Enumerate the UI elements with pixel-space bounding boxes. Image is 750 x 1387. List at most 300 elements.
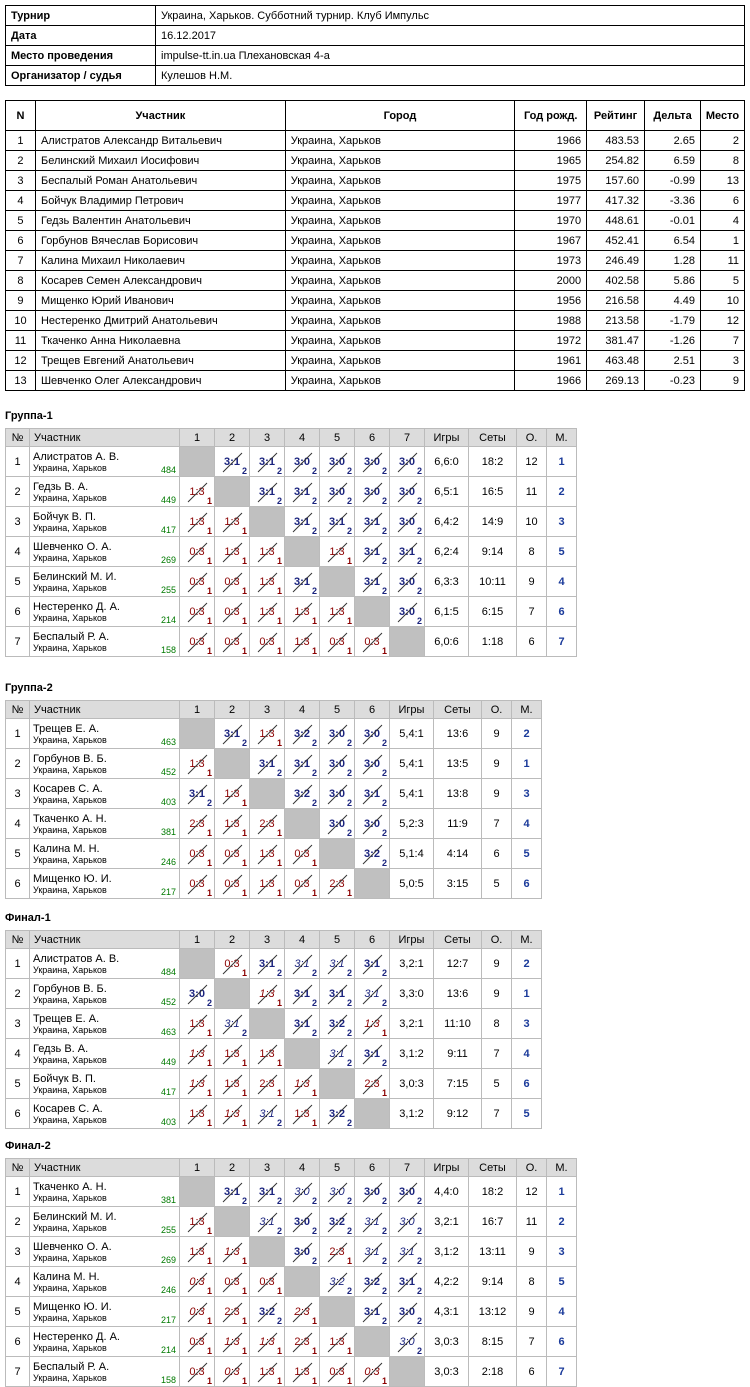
points-total: 8 bbox=[517, 1267, 547, 1297]
match-points: 1 bbox=[206, 1316, 212, 1326]
match-score: 1:3 bbox=[259, 847, 275, 860]
score-cell bbox=[180, 1207, 215, 1237]
match-points: 1 bbox=[311, 616, 317, 626]
group-player-row bbox=[6, 597, 577, 627]
group-header-row bbox=[6, 429, 577, 447]
score-slash-icon bbox=[326, 1211, 348, 1233]
match-score: 3:1 bbox=[399, 1245, 415, 1258]
score-slash-icon bbox=[221, 1241, 243, 1263]
place: 6 bbox=[700, 191, 744, 211]
match-points: 2 bbox=[416, 1286, 422, 1296]
city: Украина, Харьков bbox=[285, 371, 515, 391]
col-opponent-6: 6 bbox=[355, 701, 390, 719]
match-points: 1 bbox=[206, 1088, 212, 1098]
player-name: Калина М. Н. bbox=[33, 1270, 100, 1283]
match-score: 3:1 bbox=[224, 455, 240, 468]
city: Украина, Харьков bbox=[285, 311, 515, 331]
score-cell bbox=[215, 1327, 250, 1357]
rating: 269.13 bbox=[587, 371, 645, 391]
participants-header: Дельта bbox=[645, 101, 701, 131]
score-slash-icon bbox=[291, 753, 313, 775]
group-table bbox=[5, 930, 542, 1129]
final-place: 6 bbox=[512, 869, 542, 899]
score-cell bbox=[285, 507, 320, 537]
match-points: 2 bbox=[346, 998, 352, 1008]
delta: -1.79 bbox=[645, 311, 701, 331]
games-total: 3,0:3 bbox=[390, 1069, 434, 1099]
match-points: 1 bbox=[206, 646, 212, 656]
rating: 448.61 bbox=[587, 211, 645, 231]
row-number: 13 bbox=[6, 371, 36, 391]
match-points: 1 bbox=[241, 646, 247, 656]
birth-year: 1966 bbox=[515, 371, 587, 391]
player-name: Косарев С. А. bbox=[33, 1102, 103, 1115]
player-rating: 217 bbox=[160, 887, 176, 897]
score-cell bbox=[320, 1237, 355, 1267]
match-score: 0:3 bbox=[189, 1335, 205, 1348]
score-slash-icon bbox=[396, 1301, 418, 1323]
match-score: 2:3 bbox=[189, 817, 205, 830]
match-points: 1 bbox=[346, 1376, 352, 1386]
player-name: Алистратов А. В. bbox=[33, 450, 120, 463]
col-games: Игры bbox=[390, 931, 434, 949]
score-cell bbox=[320, 809, 355, 839]
group-player-row bbox=[6, 949, 542, 979]
player-name: Беспалый Р. А. bbox=[33, 1360, 110, 1373]
group-header-row bbox=[6, 931, 542, 949]
self-cell bbox=[285, 809, 320, 839]
rating: 216.58 bbox=[587, 291, 645, 311]
games-total: 3,2:1 bbox=[390, 949, 434, 979]
group-player-row bbox=[6, 1099, 542, 1129]
match-score: 1:3 bbox=[189, 1017, 205, 1030]
player-number: 5 bbox=[6, 1069, 30, 1099]
rating: 246.49 bbox=[587, 251, 645, 271]
sets-total: 12:7 bbox=[434, 949, 482, 979]
sets-total: 13:6 bbox=[434, 979, 482, 1009]
participant-row bbox=[6, 311, 745, 331]
score-cell bbox=[250, 749, 285, 779]
match-points: 1 bbox=[206, 768, 212, 778]
match-points: 2 bbox=[311, 998, 317, 1008]
self-cell bbox=[355, 869, 390, 899]
games-total: 3,3:0 bbox=[390, 979, 434, 1009]
score-slash-icon bbox=[291, 723, 313, 745]
score-cell bbox=[355, 1267, 390, 1297]
match-score: 3:1 bbox=[364, 515, 380, 528]
match-score: 3:1 bbox=[364, 545, 380, 558]
score-slash-icon bbox=[326, 1103, 348, 1125]
birth-year: 1972 bbox=[515, 331, 587, 351]
birth-year: 1973 bbox=[515, 251, 587, 271]
info-value: Украина, Харьков. Субботний турнир. Клуб Импульс bbox=[156, 6, 745, 26]
match-points: 1 bbox=[206, 1256, 212, 1266]
score-slash-icon bbox=[256, 541, 278, 563]
match-score: 3:1 bbox=[364, 787, 380, 800]
player-rating: 463 bbox=[160, 737, 176, 747]
match-score: 3:0 bbox=[399, 1185, 415, 1198]
points-total: 7 bbox=[482, 1039, 512, 1069]
final-place: 3 bbox=[512, 1009, 542, 1039]
games-total: 3,1:2 bbox=[390, 1039, 434, 1069]
player-city: Украина, Харьков bbox=[33, 582, 107, 593]
participant-row bbox=[6, 131, 745, 151]
match-points: 2 bbox=[276, 968, 282, 978]
match-score: 2:3 bbox=[329, 1245, 345, 1258]
score-slash-icon bbox=[361, 1361, 383, 1383]
score-cell bbox=[390, 567, 425, 597]
points-total: 9 bbox=[482, 949, 512, 979]
self-cell bbox=[250, 1009, 285, 1039]
score-slash-icon bbox=[291, 1181, 313, 1203]
player-name: Горбунов В. Б. bbox=[33, 752, 107, 765]
points-total: 7 bbox=[482, 1099, 512, 1129]
match-score: 0:3 bbox=[189, 877, 205, 890]
score-cell bbox=[215, 949, 250, 979]
match-points: 2 bbox=[381, 828, 387, 838]
score-slash-icon bbox=[326, 953, 348, 975]
match-score: 1:3 bbox=[259, 1365, 275, 1378]
score-slash-icon bbox=[326, 1361, 348, 1383]
match-points: 2 bbox=[346, 1058, 352, 1068]
match-points: 1 bbox=[311, 1376, 317, 1386]
score-cell bbox=[250, 1297, 285, 1327]
score-cell bbox=[215, 1357, 250, 1387]
score-cell bbox=[390, 1237, 425, 1267]
score-slash-icon bbox=[326, 723, 348, 745]
score-slash-icon bbox=[396, 1331, 418, 1353]
score-slash-icon bbox=[361, 1043, 383, 1065]
score-cell bbox=[250, 1357, 285, 1387]
match-score: 1:3 bbox=[259, 545, 275, 558]
games-total: 4,2:2 bbox=[425, 1267, 469, 1297]
participant-row bbox=[6, 251, 745, 271]
player-rating: 449 bbox=[160, 495, 176, 505]
games-total: 3,0:3 bbox=[425, 1357, 469, 1387]
score-cell bbox=[180, 839, 215, 869]
delta: 4.49 bbox=[645, 291, 701, 311]
participant-row bbox=[6, 211, 745, 231]
match-score: 1:3 bbox=[189, 1245, 205, 1258]
match-score: 3:2 bbox=[294, 787, 310, 800]
match-score: 3:0 bbox=[294, 1185, 310, 1198]
rating: 452.41 bbox=[587, 231, 645, 251]
match-score: 3:1 bbox=[329, 1047, 345, 1060]
score-slash-icon bbox=[256, 953, 278, 975]
birth-year: 1965 bbox=[515, 151, 587, 171]
player-cell bbox=[30, 719, 180, 749]
match-score: 0:3 bbox=[189, 545, 205, 558]
score-slash-icon bbox=[186, 1301, 208, 1323]
match-points: 1 bbox=[241, 1376, 247, 1386]
score-slash-icon bbox=[256, 843, 278, 865]
score-slash-icon bbox=[186, 541, 208, 563]
score-slash-icon bbox=[256, 1271, 278, 1293]
player-city: Украина, Харьков bbox=[33, 1024, 107, 1035]
score-cell bbox=[250, 537, 285, 567]
self-cell bbox=[320, 1069, 355, 1099]
games-total: 5,2:3 bbox=[390, 809, 434, 839]
player-city: Украина, Харьков bbox=[33, 1312, 107, 1323]
points-total: 11 bbox=[517, 1207, 547, 1237]
match-score: 3:0 bbox=[364, 1185, 380, 1198]
participants-header: Город bbox=[285, 101, 515, 131]
score-slash-icon bbox=[361, 481, 383, 503]
score-cell bbox=[215, 1177, 250, 1207]
score-cell bbox=[215, 1267, 250, 1297]
player-number: 3 bbox=[6, 1237, 30, 1267]
sets-total: 11:10 bbox=[434, 1009, 482, 1039]
city: Украина, Харьков bbox=[285, 231, 515, 251]
sets-total: 7:15 bbox=[434, 1069, 482, 1099]
final-place: 3 bbox=[512, 779, 542, 809]
match-points: 1 bbox=[381, 1088, 387, 1098]
place: 5 bbox=[700, 271, 744, 291]
score-cell bbox=[320, 1357, 355, 1387]
col-opponent-7: 7 bbox=[390, 1159, 425, 1177]
player-number: 1 bbox=[6, 447, 30, 477]
match-score: 3:0 bbox=[294, 1245, 310, 1258]
player-name: Белинский М. И. bbox=[33, 1210, 117, 1223]
match-points: 1 bbox=[206, 496, 212, 506]
score-cell bbox=[215, 839, 250, 869]
score-slash-icon bbox=[291, 1211, 313, 1233]
score-slash-icon bbox=[221, 843, 243, 865]
points-total: 10 bbox=[517, 507, 547, 537]
score-slash-icon bbox=[326, 1241, 348, 1263]
match-score: 1:3 bbox=[189, 757, 205, 770]
birth-year: 1977 bbox=[515, 191, 587, 211]
score-slash-icon bbox=[186, 1073, 208, 1095]
score-slash-icon bbox=[221, 1073, 243, 1095]
col-opponent-3: 3 bbox=[250, 1159, 285, 1177]
sets-total: 8:15 bbox=[469, 1327, 517, 1357]
final-place: 1 bbox=[512, 749, 542, 779]
col-opponent-4: 4 bbox=[285, 1159, 320, 1177]
birth-year: 1975 bbox=[515, 171, 587, 191]
sets-total: 13:5 bbox=[434, 749, 482, 779]
match-points: 2 bbox=[381, 1286, 387, 1296]
score-cell bbox=[355, 1039, 390, 1069]
score-slash-icon bbox=[256, 1181, 278, 1203]
score-cell bbox=[215, 869, 250, 899]
score-slash-icon bbox=[396, 1211, 418, 1233]
match-score: 3:0 bbox=[329, 485, 345, 498]
match-score: 3:1 bbox=[224, 1185, 240, 1198]
place: 11 bbox=[700, 251, 744, 271]
player-rating: 158 bbox=[160, 645, 176, 655]
match-points: 2 bbox=[276, 768, 282, 778]
delta: 2.65 bbox=[645, 131, 701, 151]
score-cell bbox=[355, 537, 390, 567]
score-slash-icon bbox=[221, 1043, 243, 1065]
score-cell bbox=[320, 1099, 355, 1129]
match-score: 0:3 bbox=[329, 1365, 345, 1378]
match-score: 1:3 bbox=[224, 545, 240, 558]
score-cell bbox=[285, 949, 320, 979]
sets-total: 13:6 bbox=[434, 719, 482, 749]
score-slash-icon bbox=[291, 783, 313, 805]
match-points: 2 bbox=[311, 768, 317, 778]
score-cell bbox=[390, 537, 425, 567]
match-score: 0:3 bbox=[329, 635, 345, 648]
match-points: 2 bbox=[276, 466, 282, 476]
rating: 157.60 bbox=[587, 171, 645, 191]
place: 3 bbox=[700, 351, 744, 371]
score-cell bbox=[250, 597, 285, 627]
delta: 6.54 bbox=[645, 231, 701, 251]
match-points: 1 bbox=[241, 1286, 247, 1296]
city: Украина, Харьков bbox=[285, 131, 515, 151]
score-slash-icon bbox=[186, 873, 208, 895]
match-score: 3:1 bbox=[329, 987, 345, 1000]
score-cell bbox=[250, 719, 285, 749]
score-slash-icon bbox=[186, 631, 208, 653]
match-score: 0:3 bbox=[224, 1365, 240, 1378]
city: Украина, Харьков bbox=[285, 331, 515, 351]
points-total: 8 bbox=[517, 537, 547, 567]
score-cell bbox=[250, 949, 285, 979]
score-slash-icon bbox=[396, 1241, 418, 1263]
match-points: 2 bbox=[416, 1256, 422, 1266]
match-points: 2 bbox=[276, 496, 282, 506]
score-slash-icon bbox=[326, 873, 348, 895]
score-cell bbox=[215, 1297, 250, 1327]
group-title: Финал-2 bbox=[5, 1140, 51, 1152]
final-place: 7 bbox=[547, 1357, 577, 1387]
score-cell bbox=[320, 719, 355, 749]
match-score: 3:2 bbox=[364, 1275, 380, 1288]
match-score: 3:1 bbox=[364, 1245, 380, 1258]
group-player-row bbox=[6, 1069, 542, 1099]
match-points: 2 bbox=[311, 1256, 317, 1266]
self-cell bbox=[180, 949, 215, 979]
player-rating: 214 bbox=[160, 1345, 176, 1355]
col-sets: Сеты bbox=[469, 429, 517, 447]
score-slash-icon bbox=[396, 451, 418, 473]
score-slash-icon bbox=[221, 1361, 243, 1383]
group-player-row bbox=[6, 537, 577, 567]
match-score: 3:1 bbox=[189, 787, 205, 800]
city: Украина, Харьков bbox=[285, 351, 515, 371]
score-cell bbox=[320, 1177, 355, 1207]
score-cell bbox=[355, 779, 390, 809]
match-points: 2 bbox=[311, 466, 317, 476]
player-number: 7 bbox=[6, 1357, 30, 1387]
games-total: 5,1:4 bbox=[390, 839, 434, 869]
score-cell bbox=[390, 597, 425, 627]
player-name: Трещев Е. А. bbox=[33, 1012, 100, 1025]
score-cell bbox=[320, 597, 355, 627]
match-points: 1 bbox=[311, 888, 317, 898]
score-slash-icon bbox=[361, 1301, 383, 1323]
player-number: 3 bbox=[6, 1009, 30, 1039]
col-opponent-5: 5 bbox=[320, 1159, 355, 1177]
match-points: 1 bbox=[206, 888, 212, 898]
match-score: 1:3 bbox=[294, 635, 310, 648]
player-rating: 417 bbox=[160, 1087, 176, 1097]
match-score: 0:3 bbox=[189, 635, 205, 648]
match-points: 2 bbox=[241, 1196, 247, 1206]
match-points: 1 bbox=[346, 556, 352, 566]
match-score: 0:3 bbox=[189, 1365, 205, 1378]
group-player-row bbox=[6, 1327, 577, 1357]
score-cell bbox=[320, 1039, 355, 1069]
match-points: 2 bbox=[381, 1256, 387, 1266]
score-cell bbox=[355, 1357, 390, 1387]
final-place: 1 bbox=[512, 979, 542, 1009]
points-total: 6 bbox=[517, 1357, 547, 1387]
participant-name: Косарев Семен Александрович bbox=[35, 271, 285, 291]
player-cell bbox=[30, 627, 180, 657]
score-cell bbox=[250, 1177, 285, 1207]
score-cell bbox=[320, 1207, 355, 1237]
score-slash-icon bbox=[256, 1361, 278, 1383]
match-score: 3:0 bbox=[399, 1305, 415, 1318]
match-score: 0:3 bbox=[364, 1365, 380, 1378]
player-name: Бойчук В. П. bbox=[33, 510, 96, 523]
score-cell bbox=[285, 869, 320, 899]
match-points: 2 bbox=[381, 858, 387, 868]
match-points: 2 bbox=[241, 1028, 247, 1038]
col-sets: Сеты bbox=[469, 1159, 517, 1177]
match-score: 1:3 bbox=[329, 1335, 345, 1348]
match-points: 2 bbox=[381, 586, 387, 596]
match-score: 1:3 bbox=[189, 1107, 205, 1120]
row-number: 11 bbox=[6, 331, 36, 351]
self-cell bbox=[320, 1297, 355, 1327]
match-score: 1:3 bbox=[294, 1365, 310, 1378]
score-cell bbox=[285, 447, 320, 477]
games-total: 3,1:2 bbox=[425, 1237, 469, 1267]
score-cell bbox=[250, 809, 285, 839]
player-number: 3 bbox=[6, 779, 30, 809]
rating: 417.32 bbox=[587, 191, 645, 211]
score-cell bbox=[285, 1327, 320, 1357]
rating: 483.53 bbox=[587, 131, 645, 151]
score-slash-icon bbox=[361, 1271, 383, 1293]
player-city: Украина, Харьков bbox=[33, 552, 107, 563]
player-cell bbox=[30, 1069, 180, 1099]
sets-total: 4:14 bbox=[434, 839, 482, 869]
player-number: 4 bbox=[6, 809, 30, 839]
score-cell bbox=[320, 749, 355, 779]
score-slash-icon bbox=[256, 631, 278, 653]
match-points: 2 bbox=[346, 768, 352, 778]
score-cell bbox=[355, 1207, 390, 1237]
player-city: Украина, Харьков bbox=[33, 1084, 107, 1095]
match-score: 3:0 bbox=[329, 757, 345, 770]
self-cell bbox=[285, 1267, 320, 1297]
participant-row bbox=[6, 171, 745, 191]
games-total: 6,6:0 bbox=[425, 447, 469, 477]
match-points: 2 bbox=[381, 496, 387, 506]
participant-row bbox=[6, 271, 745, 291]
player-cell bbox=[30, 1297, 180, 1327]
score-slash-icon bbox=[291, 953, 313, 975]
score-slash-icon bbox=[256, 983, 278, 1005]
player-number: 6 bbox=[6, 1327, 30, 1357]
group-table bbox=[5, 428, 577, 657]
score-slash-icon bbox=[186, 1013, 208, 1035]
group-title: Финал-1 bbox=[5, 912, 51, 924]
match-points: 2 bbox=[276, 1118, 282, 1128]
score-cell bbox=[180, 537, 215, 567]
score-slash-icon bbox=[186, 783, 208, 805]
player-name: Гедзь В. А. bbox=[33, 480, 89, 493]
score-slash-icon bbox=[326, 1181, 348, 1203]
match-score: 2:3 bbox=[329, 877, 345, 890]
